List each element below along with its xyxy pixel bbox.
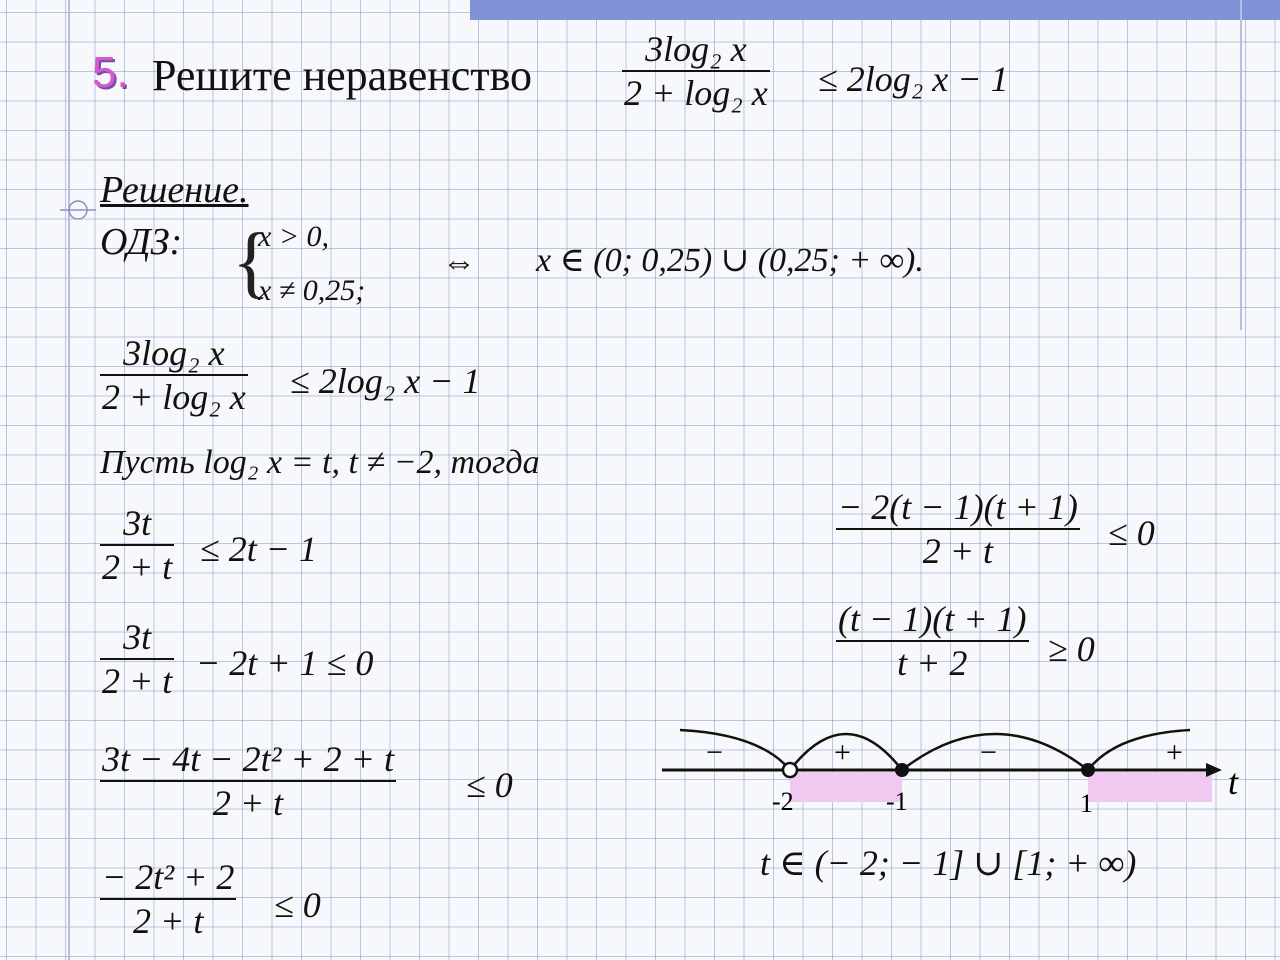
problem-title: Решите неравенство (152, 51, 533, 100)
step5-numerator: − 2t² + 2 (102, 857, 235, 897)
step3-rhs: − 2t + 1 ≤ 0 (196, 643, 374, 683)
result1-numerator: − 2(t − 1)(t + 1) (838, 487, 1078, 527)
crosshair-icon (60, 200, 96, 220)
step2-numerator: 3t (123, 503, 152, 543)
point-minus1 (895, 763, 909, 777)
point-1 (1081, 763, 1095, 777)
step2-denominator: 2 + t (102, 547, 173, 587)
result2-fraction (836, 598, 1029, 684)
left-margin-line (68, 0, 70, 960)
result1-rhs: ≤ 0 (1108, 513, 1155, 553)
step5-denominator: 2 + t (133, 901, 204, 941)
odz-label: ОДЗ: (100, 221, 183, 263)
header-fraction (622, 28, 770, 114)
label-1: 1 (1080, 789, 1093, 818)
result2-rhs: ≥ 0 (1048, 629, 1095, 669)
axis-arrow (1206, 763, 1222, 777)
shade-interval-2 (1088, 772, 1212, 802)
step1-numerator: 3log₂ x (123, 333, 225, 373)
step5-fraction (100, 856, 236, 942)
sign-1: − (706, 736, 723, 769)
step4-denominator: 2 + t (212, 783, 284, 823)
result2-denominator: t + 2 (897, 643, 968, 683)
solution-label: Решение. (100, 169, 249, 211)
step1-rhs: ≤ 2log₂ x − 1 (290, 361, 481, 401)
step2-rhs: ≤ 2t − 1 (200, 529, 318, 569)
step5-rhs: ≤ 0 (274, 885, 321, 925)
final-answer: t ∈ (− 2; − 1] ∪ [1; + ∞) (760, 843, 1137, 883)
sign-4: + (1166, 736, 1183, 769)
step1-fraction (100, 332, 248, 418)
header-fraction-denominator: 2 + log₂ x (624, 73, 768, 113)
sign-arc-1 (680, 730, 790, 770)
system-brace: { (232, 218, 271, 306)
step2-fraction (100, 502, 174, 588)
right-margin-line (1240, 0, 1242, 330)
label-minus1: -1 (886, 787, 908, 816)
point-minus2 (783, 763, 797, 777)
step3-fraction (100, 616, 174, 702)
problem-number: 5. (92, 48, 129, 97)
odz-condition-1: x > 0, (258, 220, 330, 253)
header-rhs: ≤ 2log₂ x − 1 (818, 59, 1009, 99)
number-line-diagram (650, 720, 1250, 830)
header-fraction-numerator: 3log₂ x (645, 29, 747, 69)
substitution-text: Пусть log₂ x = t, t ≠ −2, тогда (100, 444, 540, 481)
sign-3: − (980, 736, 997, 769)
step4-numerator: 3t − 4t − 2t² + 2 + t (102, 739, 394, 779)
sign-2: + (834, 736, 851, 769)
step4-rhs: ≤ 0 (466, 765, 513, 805)
odz-condition-2: x ≠ 0,25; (258, 274, 366, 307)
label-minus2: -2 (772, 787, 794, 816)
step4-fraction (100, 738, 396, 824)
step3-numerator: 3t (123, 617, 152, 657)
step1-denominator: 2 + log₂ x (102, 377, 246, 417)
axis-label-t: t (1228, 762, 1239, 802)
equivalence-symbol: ⇔ (442, 244, 476, 281)
result1-denominator: 2 + t (922, 531, 994, 571)
step3-denominator: 2 + t (102, 661, 173, 701)
top-decorative-bar (470, 0, 1280, 20)
result2-numerator: (t − 1)(t + 1) (838, 599, 1027, 639)
result1-fraction (836, 486, 1080, 572)
odz-result: x ∈ (0; 0,25) ∪ (0,25; + ∞). (536, 242, 924, 279)
